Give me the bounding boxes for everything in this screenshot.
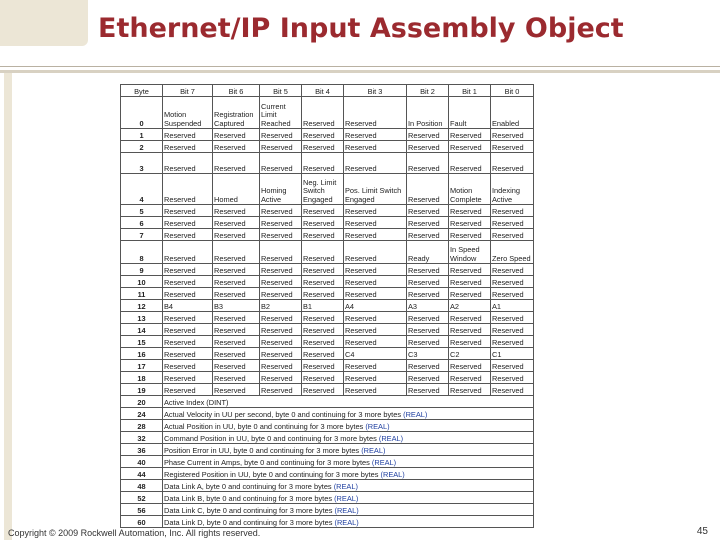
multi-byte-field-cell (163, 456, 534, 468)
table-row (121, 396, 534, 408)
bit-cell: Reserved (344, 217, 407, 229)
bit-cell: Reserved (163, 205, 213, 217)
byte-number-cell: 16 (121, 348, 163, 360)
byte-number-cell: 12 (121, 300, 163, 312)
bit-cell: Reserved (344, 241, 407, 264)
multi-byte-field-cell (163, 480, 534, 492)
multi-byte-field-cell (163, 396, 534, 408)
bit-cell: Reserved (163, 360, 213, 372)
bit-cell: Reserved (491, 276, 534, 288)
sidebar-band (4, 73, 12, 540)
table-row (121, 348, 534, 360)
table-row (121, 174, 534, 205)
corner-tab-decoration (0, 0, 88, 46)
column-header: Bit 5 (260, 85, 302, 97)
bit-cell: Reserved (302, 324, 344, 336)
bit-cell: Reserved (260, 241, 302, 264)
bit-cell: C1 (491, 348, 534, 360)
table-row (121, 97, 534, 129)
bit-cell: Reserved (163, 324, 213, 336)
bit-cell: Reserved (260, 384, 302, 396)
bit-cell: Reserved (213, 229, 260, 241)
byte-number-cell: 11 (121, 288, 163, 300)
field-description: Command Position in UU, byte 0 and continuing for 3 more bytes (164, 433, 377, 443)
title-rule-band (0, 70, 720, 73)
bit-cell: Reserved (213, 288, 260, 300)
bit-cell: Reserved (302, 276, 344, 288)
bit-cell: Reserved (407, 264, 449, 276)
copyright-text: Copyright © 2009 Rockwell Automation, Inc. All rights reserved. (8, 528, 261, 538)
bit-cell: Reserved (407, 229, 449, 241)
bit-cell: Reserved (213, 384, 260, 396)
bit-cell: Reserved (302, 97, 344, 129)
bit-cell: Reserved (407, 372, 449, 384)
table-row (121, 241, 534, 264)
bit-cell: Reserved (302, 241, 344, 264)
bit-cell: Reserved (302, 360, 344, 372)
column-header: Bit 4 (302, 85, 344, 97)
bit-cell: Reserved (163, 229, 213, 241)
bit-cell: Reserved (260, 348, 302, 360)
bit-cell: Reserved (163, 217, 213, 229)
bit-cell: B2 (260, 300, 302, 312)
bit-cell: Reserved (302, 217, 344, 229)
bit-cell: Reserved (302, 288, 344, 300)
byte-number-cell: 3 (121, 153, 163, 174)
byte-number-cell: 14 (121, 324, 163, 336)
byte-number-cell: 28 (121, 420, 163, 432)
field-description: Data Link A, byte 0 and continuing for 3 more bytes (164, 481, 332, 491)
bit-cell: Reserved (260, 153, 302, 174)
bit-cell: Reserved (260, 336, 302, 348)
bit-cell: Reserved (407, 288, 449, 300)
bit-cell: Reserved (163, 264, 213, 276)
table-row (121, 264, 534, 276)
bit-cell: Reserved (213, 276, 260, 288)
bit-cell: In Speed Window (449, 241, 491, 264)
bit-cell: Reserved (344, 312, 407, 324)
table-row (121, 312, 534, 324)
table-row (121, 288, 534, 300)
byte-number-cell: 32 (121, 432, 163, 444)
bit-cell: Reserved (344, 324, 407, 336)
bit-cell: Reserved (302, 141, 344, 153)
table-row (121, 504, 534, 516)
byte-number-cell: 0 (121, 97, 163, 129)
bit-cell: B3 (213, 300, 260, 312)
byte-number-cell: 5 (121, 205, 163, 217)
field-description: Data Link B, byte 0 and continuing for 3 more bytes (164, 493, 333, 503)
multi-byte-field-cell (163, 516, 534, 528)
bit-cell: Reserved (449, 153, 491, 174)
field-description: Registered Position in UU, byte 0 and continuing for 3 more bytes (164, 469, 379, 479)
data-type-tag: (REAL) (334, 505, 359, 515)
bit-cell: Reserved (449, 336, 491, 348)
byte-number-cell: 8 (121, 241, 163, 264)
bit-cell: Motion Complete (449, 174, 491, 205)
table-row (121, 492, 534, 504)
bit-cell: Reserved (491, 384, 534, 396)
multi-byte-field-cell (163, 408, 534, 420)
slide-title: Ethernet/IP Input Assembly Object (98, 13, 624, 44)
bit-cell: Reserved (449, 217, 491, 229)
bit-cell: Reserved (302, 205, 344, 217)
bit-cell: Reserved (302, 153, 344, 174)
bit-cell: Reserved (491, 153, 534, 174)
bit-cell: Reserved (260, 264, 302, 276)
column-header: Bit 7 (163, 85, 213, 97)
bit-cell: Reserved (344, 229, 407, 241)
bit-cell: Pos. Limit Switch Engaged (344, 174, 407, 205)
data-type-tag: (REAL) (361, 445, 386, 455)
bit-cell: Reserved (213, 241, 260, 264)
bit-cell: Reserved (449, 276, 491, 288)
bit-cell: Reserved (213, 264, 260, 276)
field-description: Position Error in UU, byte 0 and continuing for 3 more bytes (164, 445, 360, 455)
bit-cell: Reserved (260, 141, 302, 153)
bit-cell: Reserved (407, 141, 449, 153)
byte-number-cell: 15 (121, 336, 163, 348)
byte-number-cell: 19 (121, 384, 163, 396)
byte-number-cell: 17 (121, 360, 163, 372)
bit-cell: Homed (213, 174, 260, 205)
bit-cell: Reserved (449, 129, 491, 141)
bit-cell: Reserved (344, 153, 407, 174)
data-type-tag: (REAL) (380, 469, 405, 479)
bit-cell: Reserved (491, 360, 534, 372)
table-row (121, 468, 534, 480)
bit-cell: Reserved (163, 372, 213, 384)
bit-cell: Motion Suspended (163, 97, 213, 129)
bit-cell: Reserved (260, 312, 302, 324)
bit-cell: Reserved (344, 336, 407, 348)
bit-cell: C4 (344, 348, 407, 360)
bit-cell: Reserved (344, 372, 407, 384)
byte-number-cell: 40 (121, 456, 163, 468)
byte-number-cell: 48 (121, 480, 163, 492)
table-row (121, 217, 534, 229)
byte-number-cell: 52 (121, 492, 163, 504)
bit-cell: Reserved (491, 336, 534, 348)
bit-cell: Reserved (213, 217, 260, 229)
table-row (121, 300, 534, 312)
bit-cell: A1 (491, 300, 534, 312)
bit-cell: Reserved (163, 312, 213, 324)
bit-cell: Reserved (260, 229, 302, 241)
multi-byte-field-cell (163, 468, 534, 480)
bit-cell: Reserved (213, 153, 260, 174)
bit-cell: Reserved (491, 312, 534, 324)
bit-cell: Reserved (213, 360, 260, 372)
bit-cell: Reserved (491, 129, 534, 141)
table-row (121, 336, 534, 348)
data-type-tag: (REAL) (365, 421, 390, 431)
bit-cell: A3 (407, 300, 449, 312)
bit-cell: Reserved (344, 288, 407, 300)
bit-cell: C2 (449, 348, 491, 360)
bit-cell: Reserved (491, 217, 534, 229)
bit-cell: Reserved (302, 384, 344, 396)
bit-cell: Reserved (491, 205, 534, 217)
bit-cell: Reserved (449, 205, 491, 217)
bit-cell: Reserved (213, 336, 260, 348)
bit-cell: Reserved (407, 336, 449, 348)
field-description: Actual Velocity in UU per second, byte 0 and continuing for 3 more bytes (164, 409, 402, 419)
column-header: Bit 1 (449, 85, 491, 97)
table-body (121, 97, 534, 528)
bit-cell: Reserved (302, 372, 344, 384)
bit-cell: Reserved (449, 360, 491, 372)
bit-cell: Reserved (163, 276, 213, 288)
bit-cell: Ready (407, 241, 449, 264)
table-row (121, 408, 534, 420)
bit-cell: Reserved (407, 360, 449, 372)
bit-cell: Reserved (344, 129, 407, 141)
bit-cell: Reserved (449, 229, 491, 241)
table-row (121, 516, 534, 528)
byte-number-cell: 60 (121, 516, 163, 528)
bit-cell: Reserved (407, 384, 449, 396)
data-type-tag: (REAL) (333, 481, 358, 491)
bit-cell: A2 (449, 300, 491, 312)
bit-cell: Reserved (491, 288, 534, 300)
bit-cell: Reserved (449, 372, 491, 384)
bit-cell: Reserved (407, 312, 449, 324)
byte-number-cell: 7 (121, 229, 163, 241)
bit-cell: Reserved (213, 129, 260, 141)
bit-cell: Reserved (260, 288, 302, 300)
bit-cell: Reserved (163, 174, 213, 205)
byte-number-cell: 44 (121, 468, 163, 480)
bit-cell: Reserved (491, 372, 534, 384)
bit-cell: Reserved (449, 384, 491, 396)
bit-cell: Homing Active (260, 174, 302, 205)
multi-byte-field-cell (163, 492, 534, 504)
byte-number-cell: 1 (121, 129, 163, 141)
bit-cell: Reserved (344, 276, 407, 288)
byte-number-cell: 4 (121, 174, 163, 205)
bit-cell: Indexing Active (491, 174, 534, 205)
bit-cell: Reserved (213, 205, 260, 217)
byte-number-cell: 13 (121, 312, 163, 324)
bit-cell: Reserved (407, 324, 449, 336)
bit-cell: Reserved (344, 360, 407, 372)
bit-cell: B4 (163, 300, 213, 312)
bit-cell: Reserved (407, 174, 449, 205)
bit-cell: In Position (407, 97, 449, 129)
bit-cell: Reserved (449, 312, 491, 324)
assembly-table-container (120, 84, 533, 528)
bit-cell: Reserved (260, 217, 302, 229)
table-row (121, 141, 534, 153)
byte-number-cell: 18 (121, 372, 163, 384)
table-row (121, 444, 534, 456)
table-row (121, 153, 534, 174)
bit-cell: A4 (344, 300, 407, 312)
field-description: Phase Current in Amps, byte 0 and continuing for 3 more bytes (164, 457, 370, 467)
data-type-tag: (REAL) (403, 409, 428, 419)
multi-byte-field-cell (163, 504, 534, 516)
table-row (121, 432, 534, 444)
bit-cell: Reserved (163, 348, 213, 360)
bit-cell: Reserved (163, 141, 213, 153)
bit-cell: Reserved (302, 229, 344, 241)
bit-cell: Reserved (491, 264, 534, 276)
bit-cell: Reserved (491, 324, 534, 336)
bit-cell: Reserved (407, 129, 449, 141)
bit-cell: Reserved (344, 384, 407, 396)
data-type-tag: (REAL) (334, 517, 359, 527)
bit-cell: Enabled (491, 97, 534, 129)
bit-cell: Reserved (260, 360, 302, 372)
table-row (121, 229, 534, 241)
byte-number-cell: 6 (121, 217, 163, 229)
bit-cell: Reserved (163, 288, 213, 300)
column-header: Bit 0 (491, 85, 534, 97)
bit-cell: Reserved (344, 97, 407, 129)
bit-cell: Reserved (449, 264, 491, 276)
table-row (121, 480, 534, 492)
bit-cell: Reserved (213, 372, 260, 384)
bit-cell: Reserved (163, 336, 213, 348)
bit-cell: Current Limit Reached (260, 97, 302, 129)
field-description: Active Index (DINT) (164, 397, 229, 407)
field-description: Data Link D, byte 0 and continuing for 3 more bytes (164, 517, 333, 527)
bit-cell: Reserved (344, 264, 407, 276)
field-description: Data Link C, byte 0 and continuing for 3 more bytes (164, 505, 333, 515)
table-row (121, 420, 534, 432)
bit-cell: Reserved (407, 217, 449, 229)
table-header-row (121, 85, 534, 97)
byte-number-cell: 20 (121, 396, 163, 408)
table-row (121, 129, 534, 141)
bit-cell: Reserved (260, 372, 302, 384)
byte-number-cell: 36 (121, 444, 163, 456)
table-row (121, 360, 534, 372)
bit-cell: Reserved (491, 229, 534, 241)
table-row (121, 384, 534, 396)
bit-cell: Reserved (449, 324, 491, 336)
bit-cell: Reserved (491, 141, 534, 153)
column-header: Bit 2 (407, 85, 449, 97)
page-number: 45 (696, 526, 708, 537)
bit-cell: Reserved (260, 129, 302, 141)
byte-number-cell: 56 (121, 504, 163, 516)
data-type-tag: (REAL) (378, 433, 404, 443)
bit-cell: Reserved (213, 324, 260, 336)
title-rule (0, 66, 720, 67)
byte-number-cell: 10 (121, 276, 163, 288)
byte-number-cell: 24 (121, 408, 163, 420)
bit-cell: Reserved (260, 324, 302, 336)
bit-cell: Registration Captured (213, 97, 260, 129)
bit-cell: Reserved (407, 205, 449, 217)
table-row (121, 372, 534, 384)
input-assembly-table (120, 84, 534, 528)
bit-cell: Neg. Limit Switch Engaged (302, 174, 344, 205)
multi-byte-field-cell (163, 432, 534, 444)
bit-cell: Reserved (163, 129, 213, 141)
data-type-tag: (REAL) (371, 457, 397, 467)
bit-cell: B1 (302, 300, 344, 312)
bit-cell: Reserved (302, 312, 344, 324)
table-row (121, 324, 534, 336)
bit-cell: Reserved (344, 141, 407, 153)
bit-cell: Reserved (213, 312, 260, 324)
bit-cell: Reserved (163, 153, 213, 174)
table-row (121, 205, 534, 217)
bit-cell: Reserved (163, 241, 213, 264)
bit-cell: Reserved (449, 141, 491, 153)
column-header: Byte (121, 85, 163, 97)
bit-cell: Reserved (302, 348, 344, 360)
bit-cell: Reserved (302, 336, 344, 348)
bit-cell: Zero Speed (491, 241, 534, 264)
data-type-tag: (REAL) (334, 493, 359, 503)
bit-cell: Reserved (407, 153, 449, 174)
column-header: Bit 3 (344, 85, 407, 97)
field-description: Actual Position in UU, byte 0 and continuing for 3 more bytes (164, 421, 364, 431)
bit-cell: Reserved (163, 384, 213, 396)
table-row (121, 456, 534, 468)
bit-cell: Reserved (344, 205, 407, 217)
bit-cell: Reserved (213, 348, 260, 360)
bit-cell: Reserved (449, 288, 491, 300)
byte-number-cell: 2 (121, 141, 163, 153)
bit-cell: Fault (449, 97, 491, 129)
bit-cell: Reserved (260, 276, 302, 288)
table-row (121, 276, 534, 288)
bit-cell: Reserved (407, 276, 449, 288)
byte-number-cell: 9 (121, 264, 163, 276)
bit-cell: C3 (407, 348, 449, 360)
bit-cell: Reserved (302, 264, 344, 276)
bit-cell: Reserved (213, 141, 260, 153)
multi-byte-field-cell (163, 444, 534, 456)
bit-cell: Reserved (302, 129, 344, 141)
bit-cell: Reserved (260, 205, 302, 217)
multi-byte-field-cell (163, 420, 534, 432)
column-header: Bit 6 (213, 85, 260, 97)
